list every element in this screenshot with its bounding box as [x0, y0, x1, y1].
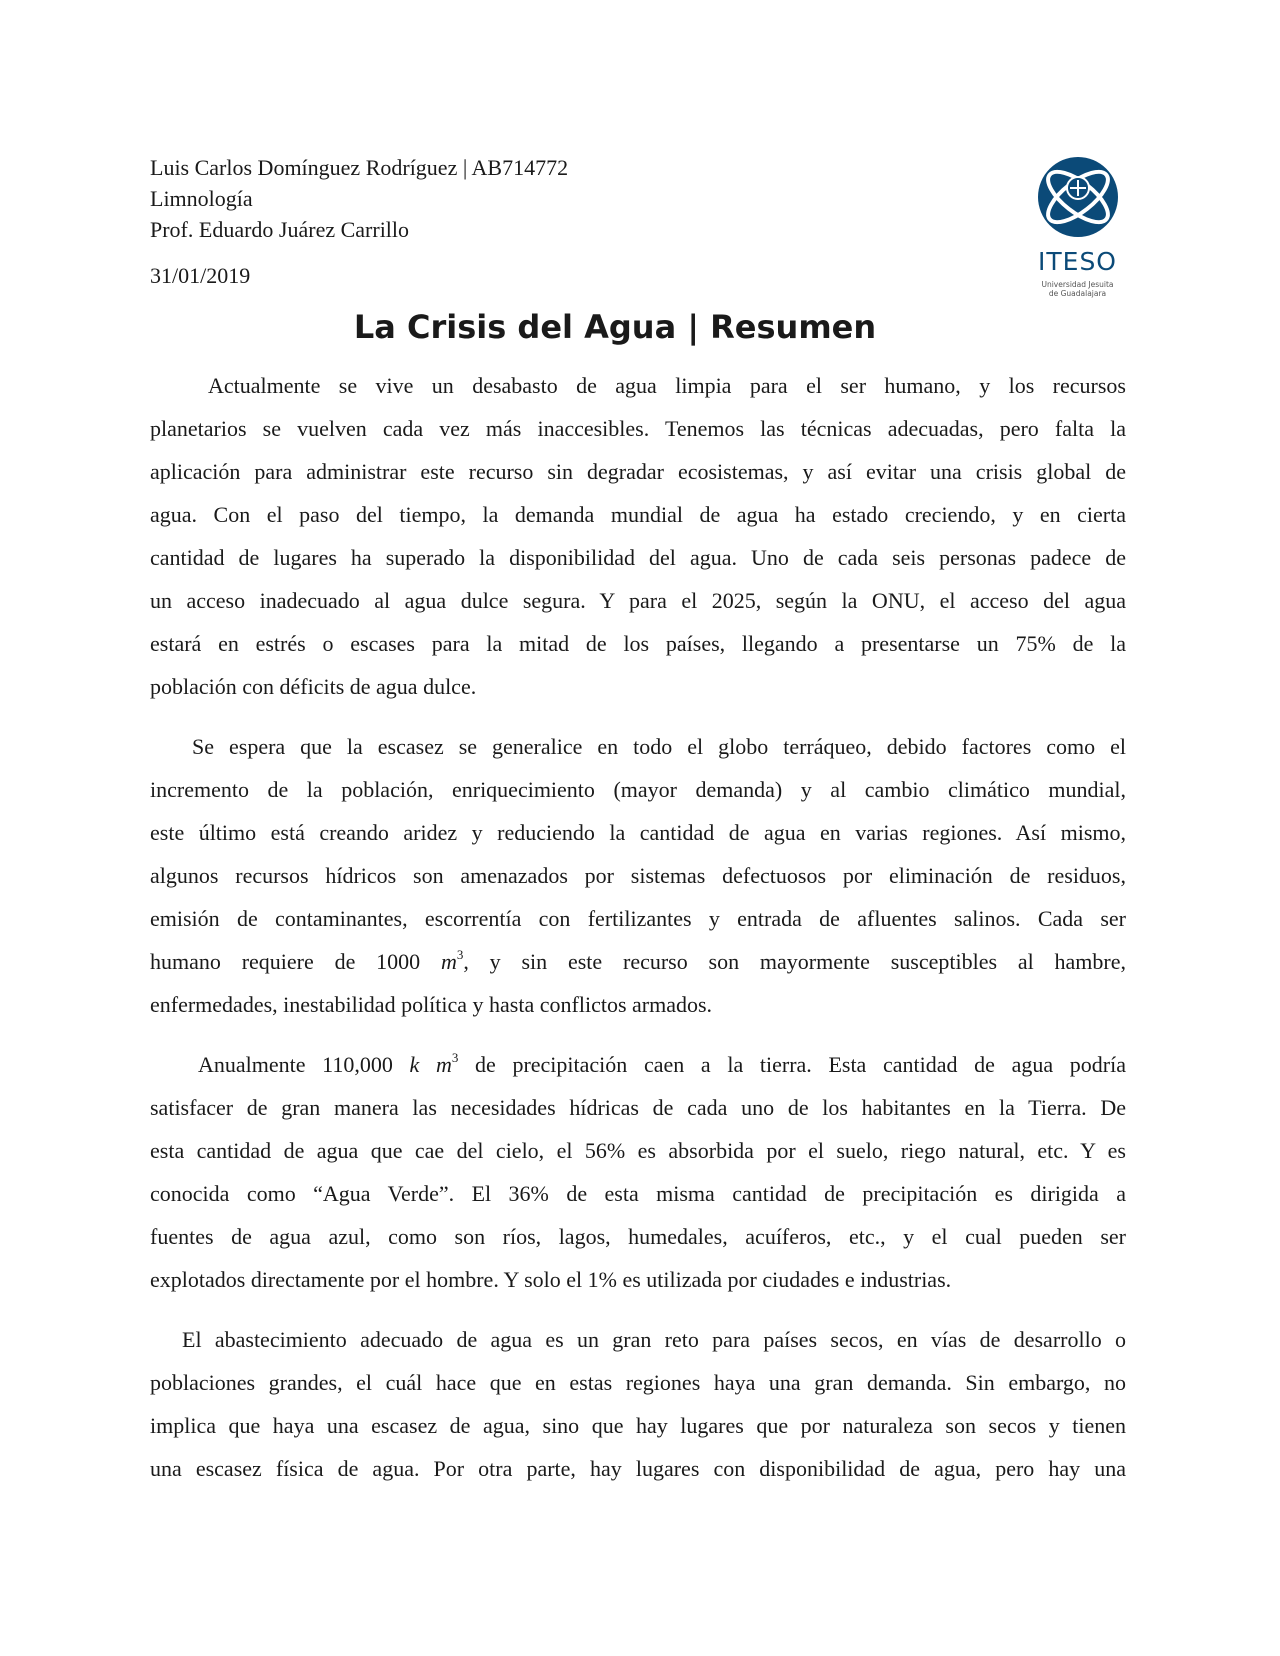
logo-subtitle-1: Universidad Jesuita [1041, 280, 1114, 289]
p3-line-4: conocida como “Agua Verde”. El 36% de esta misma cantidad de precipitación es dirigida a [150, 1181, 1126, 1206]
p2-line-1: Se espera que la escasez se generalice en todo el globo terráqueo, debido factores como el [192, 734, 1126, 759]
p2-line-6-after: , y sin este recurso son mayormente susceptibles al hambre, [463, 949, 1126, 974]
p2-line-6-before: humano requiere de 1000 [150, 949, 441, 974]
p4-line-2: poblaciones grandes, el cuál hace que en estas regiones haya una gran demanda. Sin embargo, no [150, 1370, 1126, 1395]
header-block [150, 152, 568, 245]
p2-line-4: algunos recursos hídricos son amenazados por sistemas defectuosos por eliminación de residuos, [150, 863, 1126, 888]
document-body [150, 364, 1126, 1507]
p2-line-5: emisión de contaminantes, escorrentía con fertilizantes y entrada de afluentes salinos. Cada ser [150, 906, 1126, 931]
logo-subtitle-2: de Guadalajara [1048, 289, 1107, 298]
author-line: Luis Carlos Domínguez Rodríguez | AB714772 [150, 155, 569, 180]
p2-line-6 [150, 940, 1126, 983]
p3-line-1-after: de precipitación caen a la tierra. Esta cantidad de agua podría [458, 1052, 1126, 1077]
unit-exponent: 3 [451, 1050, 459, 1065]
p2-line-7: enfermedades, inestabilidad política y hasta conflictos armados. [150, 992, 713, 1017]
paragraph-1 [150, 364, 1126, 708]
p1-line-4: agua. Con el paso del tiempo, la demanda mundial de agua ha estado creciendo, y en cierta [150, 502, 1126, 527]
p3-line-6: explotados directamente por el hombre. Y solo el 1% es utilizada por ciudades e industrias. [150, 1267, 952, 1292]
p4-line-4: una escasez física de agua. Por otra parte, hay lugares con disponibilidad de agua, pero hay una [150, 1456, 1126, 1481]
p3-line-1-before: Anualmente 110,000 [198, 1052, 410, 1077]
p1-line-6: un acceso inadecuado al agua dulce segura. Y para el 2025, según la ONU, el acceso del agua [150, 588, 1126, 613]
document-date: 31/01/2019 [150, 263, 251, 288]
professor-name: Prof. Eduardo Juárez Carrillo [150, 217, 410, 242]
p1-line-8: población con déficits de agua dulce. [150, 674, 477, 699]
p3-line-5: fuentes de agua azul, como son ríos, lagos, humedales, acuíferos, etc., y el cual pueden ser [150, 1224, 1126, 1249]
p4-line-3: implica que haya una escasez de agua, sino que hay lugares que por naturaleza son secos y tienen [150, 1413, 1126, 1438]
p1-line-3: aplicación para administrar este recurso sin degradar ecosistemas, y así evitar una crisis global de [150, 459, 1126, 484]
course-name: Limnología [150, 186, 253, 211]
iteso-logo [1020, 150, 1135, 300]
p1-line-2: planetarios se vuelven cada vez más inaccesibles. Tenemos las técnicas adecuadas, pero falta la [150, 416, 1126, 441]
unit-cubic-kilometer: k m [409, 1052, 452, 1077]
p1-line-7: estará en estrés o escases para la mitad de los países, llegando a presentarse un 75% de la [150, 631, 1126, 656]
p2-line-3: este último está creando aridez y reduciendo la cantidad de agua en varias regiones. Así mismo, [150, 820, 1126, 845]
paragraph-4 [150, 1318, 1126, 1490]
p4-line-1: El abastecimiento adecuado de agua es un gran reto para países secos, en vías de desarrollo o [182, 1327, 1126, 1352]
paragraph-2 [150, 725, 1126, 1026]
p3-line-3: esta cantidad de agua que cae del cielo, el 56% es absorbida por el suelo, riego natural, etc. Y es [150, 1138, 1126, 1163]
document-title: La Crisis del Agua | Resumen [353, 308, 877, 346]
p2-line-2: incremento de la población, enriquecimiento (mayor demanda) y al cambio climático mundial, [150, 777, 1126, 802]
p1-line-1: Actualmente se vive un desabasto de agua limpia para el ser humano, y los recursos [208, 373, 1126, 398]
iteso-emblem-icon [1020, 150, 1135, 245]
paragraph-3 [150, 1043, 1126, 1301]
logo-wordmark: ITESO [1038, 247, 1117, 276]
p3-line-2: satisfacer de gran manera las necesidades hídricas de cada uno de los habitantes en la Tierra. De [150, 1095, 1126, 1120]
p1-line-5: cantidad de lugares ha superado la disponibilidad del agua. Uno de cada seis personas padece de [150, 545, 1126, 570]
unit-exponent: 3 [456, 947, 464, 962]
p3-line-1 [150, 1043, 1126, 1086]
unit-cubic-meter: m [440, 949, 457, 974]
